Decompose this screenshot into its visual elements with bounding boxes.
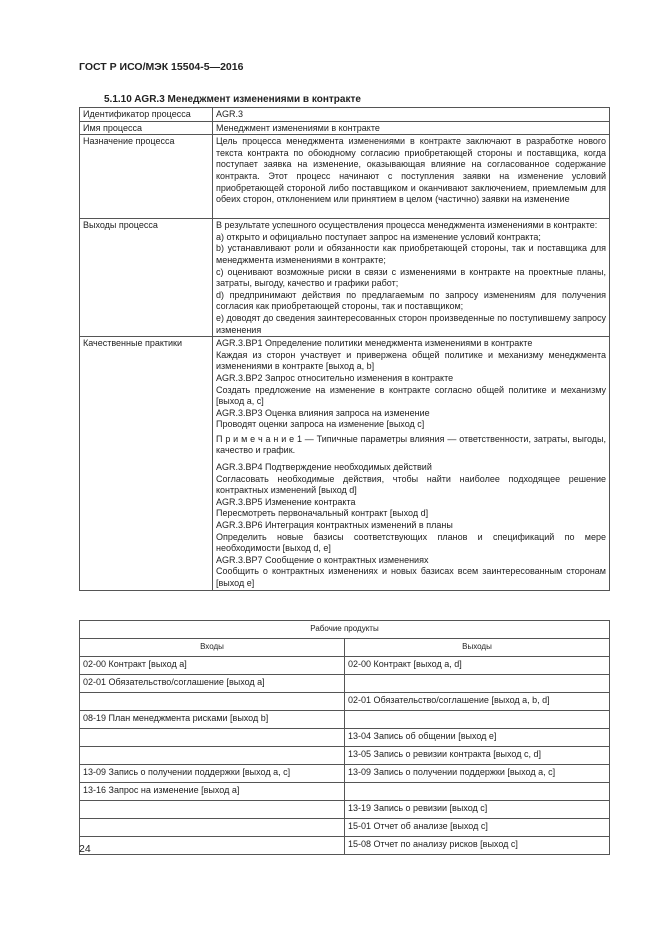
input-cell (80, 801, 345, 819)
practice-line: Проводят оценки запроса на изменение [выход c] (216, 419, 425, 430)
purpose-text: Цель процесса менеджмента изменениями в контракте заключают в разработке нового текста контракта по обоюдному согласию приобретающей стороны и поставщика, когда поступает заявка на изменение, оказывающая влияние на согласованное содержание контракта. Этот процесс начинают с поступления заявки на изменение условий приобретающей стороной либо поставщиком и оканчивают заключением, приемлемым для обеих сторон, отклонением или принятием в целом (частично) заявки на изменение (213, 135, 610, 219)
input-cell (80, 693, 345, 711)
practices-cell (213, 337, 610, 590)
table-row (80, 135, 610, 219)
practice-line: AGR.3.BP1 Определение политики менеджмента изменениями в контракте (216, 338, 533, 349)
output-cell: 13-04 Запись об общении [выход e] (345, 729, 610, 747)
output-cell: 13-19 Запись о ревизии [выход c] (345, 801, 610, 819)
output-cell (345, 711, 610, 729)
output-cell: 15-08 Отчет по анализу рисков [выход c] (345, 837, 610, 855)
table-row (80, 837, 610, 855)
table-row (80, 711, 610, 729)
table-row (80, 783, 610, 801)
input-cell: 13-09 Запись о получении поддержки [выход a, c] (80, 765, 345, 783)
note-text: П р и м е ч а н и е 1 — Типичные параметры влияния — ответственности, затраты, выгоды, качество и график. (216, 433, 606, 456)
practice-line: Пересмотреть первоначальный контракт [выход d] (216, 508, 429, 519)
output-cell (345, 675, 610, 693)
practice-line: Определить новые базисы соответствующих планов и спецификаций по мере необходимости [выход d, e] (216, 531, 606, 554)
practice-line: AGR.3.BP4 Подтверждение необходимых действий (216, 462, 432, 473)
outcome-line: a) открыто и официально поступает запрос на изменение условий контракта; (216, 231, 541, 242)
practice-line: AGR.3.BP3 Оценка влияния запроса на изменение (216, 407, 430, 418)
inputs-header: Входы (80, 639, 345, 657)
row-label: Назначение процесса (80, 135, 213, 219)
practice-line: AGR.3.BP5 Изменение контракта (216, 496, 356, 507)
output-cell: 13-05 Запись о ревизии контракта [выход c, d] (345, 747, 610, 765)
row-label: Выходы процесса (80, 219, 213, 337)
practice-line: Каждая из сторон участвует и привержена общей политике и механизму менеджмента изменениями в контракте [выход a, b] (216, 349, 606, 372)
output-cell: 02-01 Обязательство/соглашение [выход a, b, d] (345, 693, 610, 711)
row-label: Качественные практики (80, 337, 213, 590)
table-row (80, 765, 610, 783)
input-cell: 02-00 Контракт [выход a] (80, 657, 345, 675)
table-row (80, 729, 610, 747)
output-cell: 02-00 Контракт [выход a, d] (345, 657, 610, 675)
outcome-line: b) устанавливают роли и обязанности как приобретающей стороны, так и поставщика для менеджмента изменениями в контракте; (216, 243, 606, 265)
outcomes-cell (213, 219, 610, 337)
work-products-title: Рабочие продукты (80, 621, 610, 639)
table-row (80, 693, 610, 711)
outcome-line: c) оценивают возможные риски в связи с изменениями в контракте на проектные планы, затраты, выгоду, качество и графики работ; (216, 266, 606, 289)
practice-line: Создать предложение на изменение в контракте согласно общей политике и механизму [выход a, c] (216, 384, 606, 407)
row-value: AGR.3 (213, 108, 610, 122)
practice-line: Согласовать необходимые действия, чтобы найти наиболее подходящее решение контрактных изменений [выход d] (216, 473, 606, 496)
input-cell (80, 729, 345, 747)
outcome-line: e) доводят до сведения заинтересованных сторон произведенные по поступившему запросу изменения (216, 312, 606, 335)
document-header: ГОСТ Р ИСО/МЭК 15504-5—2016 (79, 61, 244, 73)
input-cell (80, 747, 345, 765)
table-row (80, 801, 610, 819)
practice-line: Сообщить о контрактных изменениях и новых базисах всем заинтересованным сторонам [выход e] (216, 566, 606, 588)
outcome-line: В результате успешного осуществления процесса менеджмента изменениями в контракте: (216, 220, 598, 231)
input-cell: 13-16 Запрос на изменение [выход a] (80, 783, 345, 801)
input-cell (80, 819, 345, 837)
table-row (80, 819, 610, 837)
row-label: Идентификатор процесса (80, 108, 213, 122)
row-value: Менеджмент изменениями в контракте (213, 121, 610, 135)
outputs-header: Выходы (345, 639, 610, 657)
page-number: 24 (79, 843, 91, 855)
table-row (80, 108, 610, 122)
practice-line: AGR.3.BP2 Запрос относительно изменения в контракте (216, 372, 454, 383)
table-row (80, 121, 610, 135)
output-cell (345, 783, 610, 801)
practice-line: AGR.3.BP6 Интеграция контрактных изменений в планы (216, 520, 453, 531)
practice-line: AGR.3.BP7 Сообщение о контрактных изменениях (216, 554, 429, 565)
input-cell (80, 837, 345, 855)
output-cell: 15-01 Отчет об анализе [выход c] (345, 819, 610, 837)
input-cell: 02-01 Обязательство/соглашение [выход a] (80, 675, 345, 693)
row-label: Имя процесса (80, 121, 213, 135)
table-row (80, 219, 610, 337)
input-cell: 08-19 План менеджмента рисками [выход b] (80, 711, 345, 729)
section-title: 5.1.10 AGR.3 Менеджмент изменениями в контракте (104, 94, 361, 105)
output-cell: 13-09 Запись о получении поддержки [выход a, c] (345, 765, 610, 783)
process-table (79, 107, 610, 591)
outcome-line: d) предпринимают действия по предлагаемым по запросу изменениям для получения согласия как приобретающей стороны, так и поставщиком; (216, 289, 606, 312)
work-products-table (79, 620, 610, 855)
table-row (80, 337, 610, 590)
table-row (80, 675, 610, 693)
table-row (80, 657, 610, 675)
table-row (80, 747, 610, 765)
